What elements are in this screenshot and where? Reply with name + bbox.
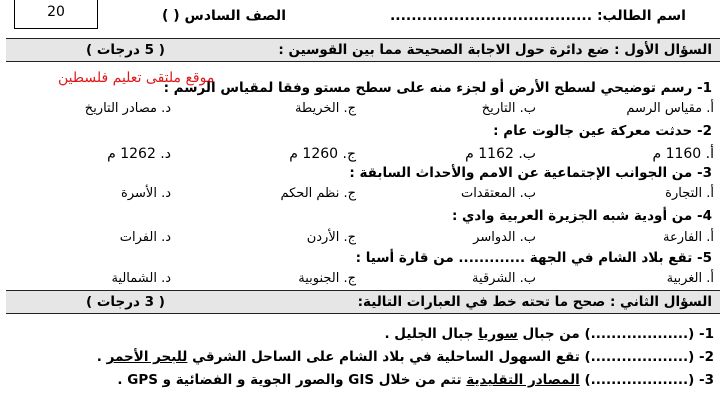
item-number: 2- (698, 349, 714, 365)
q5-option-a: أ. الغربية (666, 271, 714, 286)
answer-blank: (...................) (584, 372, 695, 388)
q4-option-a: أ. الفارعة (663, 230, 714, 245)
q2-option-a: أ. 1160 م (652, 146, 714, 162)
q2-option-b: ب. 1162 م (465, 146, 536, 162)
item-number: 1- (698, 326, 714, 342)
q5-option-c: ج. الجنوبية (298, 271, 356, 286)
q3-option-c: ج. نظم الحكم (280, 186, 356, 201)
answer-blank: (...................) (584, 326, 695, 342)
underlined-term: سوريا (478, 326, 518, 342)
question-2: 2- حدثت معركة عين جالوت عام : (493, 123, 712, 139)
item-text: تقع السهول الساحلية في بلاد الشام على الساحل الشرقي (187, 349, 580, 365)
student-name-line: اسم الطالب: ...................................... (389, 8, 686, 24)
q1-option-d: د. مصادر التاريخ (84, 101, 171, 116)
section2-header (6, 290, 720, 314)
q4-option-d: د. الفرات (119, 230, 171, 245)
q3-option-b: ب. المعتقدات (460, 186, 536, 201)
question-3: 3- من الجوانب الإجتماعية عن الامم والأحداث السابقة : (349, 165, 712, 181)
item-text: . (96, 349, 107, 365)
item-number: 3- (698, 372, 714, 388)
score-value: 20 (47, 4, 65, 20)
correction-item-3 (117, 372, 714, 388)
correction-item-1 (384, 326, 714, 342)
section1-title: السؤال الأول : ضع دائرة حول الاجابة الصحيحة مما بين القوسين : (278, 42, 712, 58)
q3-option-d: د. الأسرة (121, 186, 171, 201)
item-text: من جبال (517, 326, 580, 342)
section2-title: السؤال الثاني : صحح ما تحته خط في العبارات التالية: (357, 294, 712, 310)
q3-option-a: أ. التجارة (665, 186, 714, 201)
grade-line: الصف السادس ( ) (161, 8, 286, 24)
correction-item-2 (97, 349, 714, 365)
underlined-term: للبحر الأحمر (106, 349, 188, 365)
section2-marks: ( 3 درجات ) (86, 294, 165, 310)
q2-option-c: ج. 1260 م (289, 146, 356, 162)
question-5: 5- تقع بلاد الشام في الجهة ............. من قارة أسيا : (355, 250, 712, 266)
q4-option-b: ب. الدواسر (473, 230, 536, 245)
question-1: 1- رسم توضيحي لسطح الأرض أو لجزء منه على سطح مستو وفقا لمقياس الرسم : (163, 80, 712, 96)
section1-header (6, 38, 720, 62)
q4-option-c: ج. الأردن (306, 230, 356, 245)
item-text: جبال الجليل . (384, 326, 479, 342)
section1-marks: ( 5 درجات ) (86, 42, 165, 58)
question-4: 4- من أودية شبه الجزيرة العربية وادي : (451, 208, 712, 224)
answer-blank: (...................) (584, 349, 695, 365)
q2-option-d: د. 1262 م (107, 146, 171, 162)
q5-option-b: ب. الشرقية (472, 271, 536, 286)
score-box (14, 0, 98, 29)
underlined-term: المصادر التقليدية (466, 372, 580, 388)
q5-option-d: د. الشمالية (111, 271, 171, 286)
site-label: موقع ملتقى تعليم فلسطين (58, 70, 215, 86)
q1-option-a: أ. مقياس الرسم (626, 101, 714, 116)
item-text: تتم من خلال GIS والصور الجوية و الفضائية و GPS . (117, 372, 467, 388)
q1-option-c: ج. الخريطة (294, 101, 356, 116)
q1-option-b: ب. التاريخ (481, 101, 536, 116)
